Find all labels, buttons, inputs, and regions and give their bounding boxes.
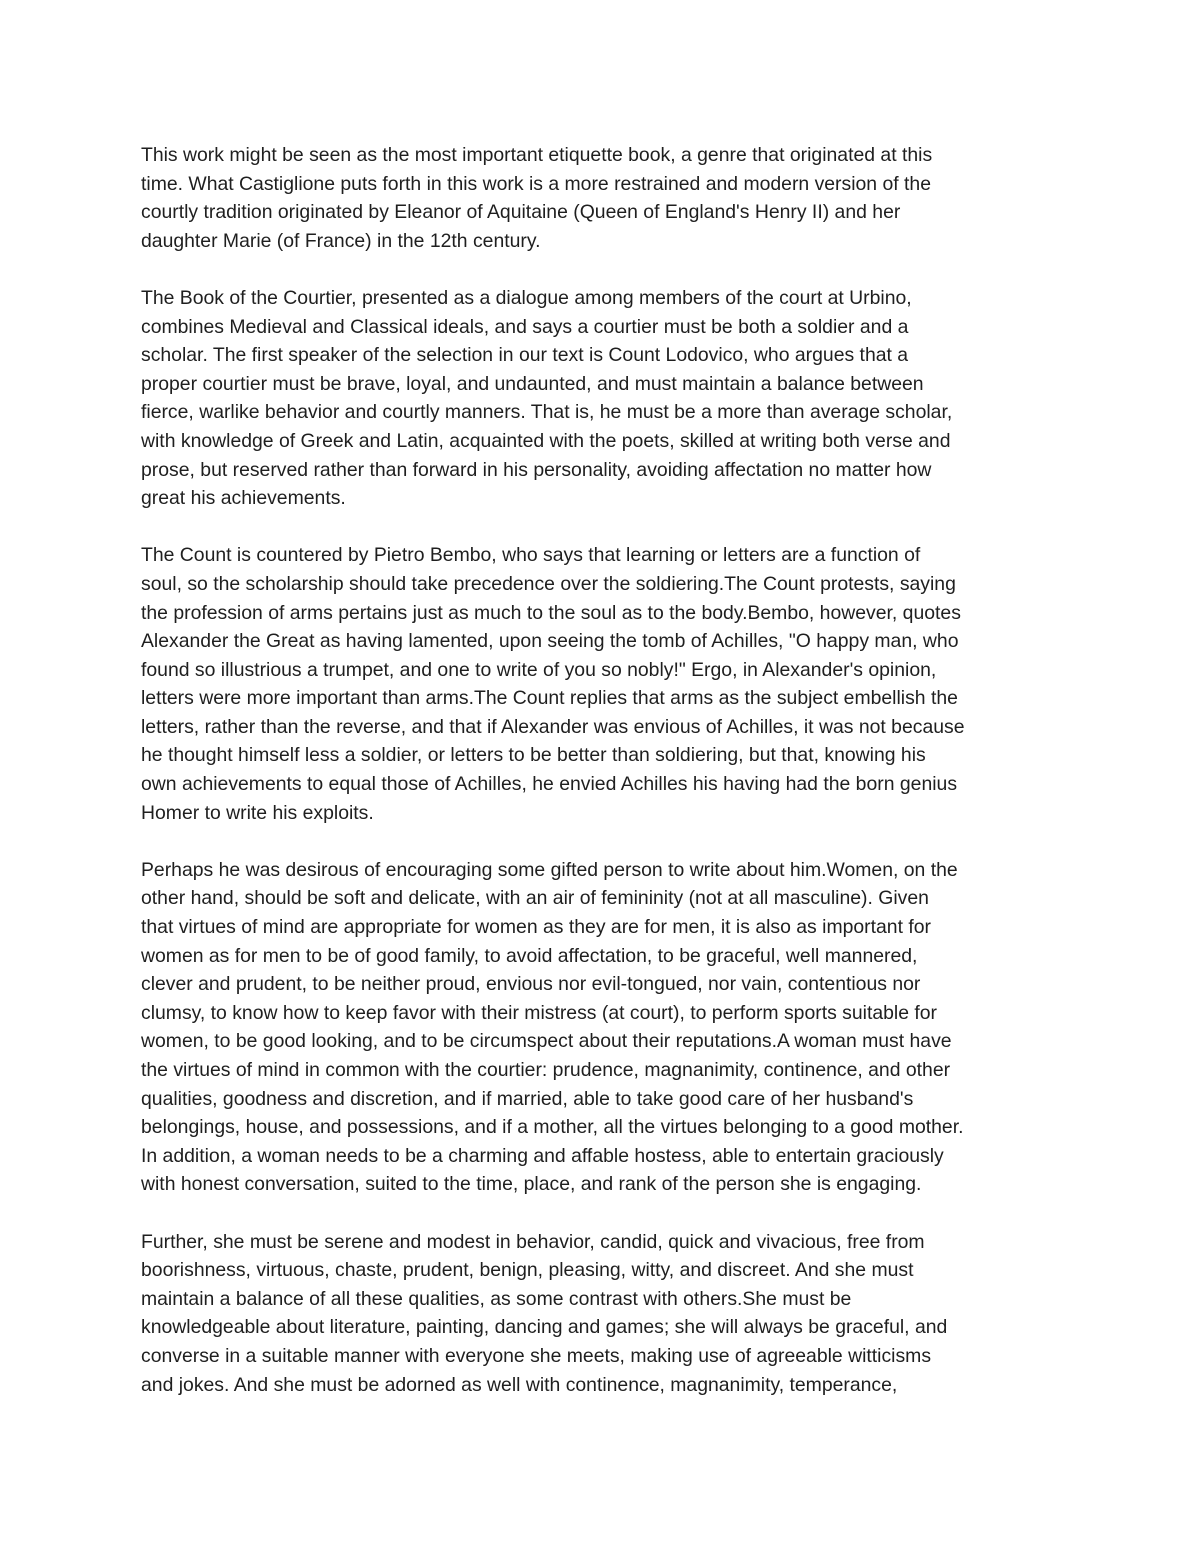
paragraph-spacer <box>141 827 1061 856</box>
paragraph-2 <box>141 284 1061 513</box>
text-line: he thought himself less a soldier, or letters to be better than soldiering, but that, knowing his <box>141 744 926 767</box>
text-line: belongings, house, and possessions, and if a mother, all the virtues belonging to a good mother. <box>141 1116 964 1139</box>
text-line: fierce, warlike behavior and courtly manners. That is, he must be a more than average scholar, <box>141 401 953 424</box>
text-line: clever and prudent, to be neither proud, envious nor evil-tongued, nor vain, contentious nor <box>141 973 921 996</box>
text-line: proper courtier must be brave, loyal, and undaunted, and must maintain a balance between <box>141 372 924 395</box>
text-line: with knowledge of Greek and Latin, acquainted with the poets, skilled at writing both verse and <box>141 429 951 452</box>
text-line: that virtues of mind are appropriate for women as they are for men, it is also as important for <box>141 916 931 939</box>
text-line: found so illustrious a trumpet, and one to write of you so nobly!" Ergo, in Alexander's opinion, <box>141 658 937 681</box>
text-line: In addition, a woman needs to be a charming and affable hostess, able to entertain graciously <box>141 1144 944 1167</box>
text-line: boorishness, virtuous, chaste, prudent, benign, pleasing, witty, and discreet. And she must <box>141 1259 914 1282</box>
text-line: Perhaps he was desirous of encouraging some gifted person to write about him.Women, on the <box>141 858 958 881</box>
text-line: other hand, should be soft and delicate, with an air of femininity (not at all masculine). Given <box>141 887 929 910</box>
text-line: and jokes. And she must be adorned as well with continence, magnanimity, temperance, <box>141 1373 898 1396</box>
paragraph-4 <box>141 856 1061 1199</box>
text-line: letters were more important than arms.The Count replies that arms as the subject embellish the <box>141 687 958 710</box>
paragraph-spacer <box>141 1199 1061 1228</box>
text-line: This work might be seen as the most important etiquette book, a genre that originated at this <box>141 144 933 166</box>
paragraph-3 <box>141 541 1061 827</box>
text-line: Homer to write his exploits. <box>141 801 374 824</box>
document-body <box>141 141 1061 1399</box>
text-line: qualities, goodness and discretion, and if married, able to take good care of her husband's <box>141 1087 914 1110</box>
paragraph-spacer <box>141 255 1061 284</box>
text-line: The Count is countered by Pietro Bembo, who says that learning or letters are a function of <box>141 544 921 567</box>
text-line: Alexander the Great as having lamented, upon seeing the tomb of Achilles, "O happy man, who <box>141 630 959 653</box>
text-line: clumsy, to know how to keep favor with their mistress (at court), to perform sports suitable for <box>141 1001 938 1024</box>
text-line: women as for men to be of good family, to avoid affectation, to be graceful, well mannered, <box>141 944 918 967</box>
text-line: great his achievements. <box>141 487 346 510</box>
text-line: women, to be good looking, and to be circumspect about their reputations.A woman must have <box>141 1030 952 1053</box>
text-line: courtly tradition originated by Eleanor of Aquitaine (Queen of England's Henry II) and her <box>141 201 901 224</box>
text-line: Further, she must be serene and modest in behavior, candid, quick and vivacious, free from <box>141 1230 925 1253</box>
text-line: The Book of the Courtier, presented as a dialogue among members of the court at Urbino, <box>141 286 912 309</box>
text-line: daughter Marie (of France) in the 12th century. <box>141 229 541 252</box>
paragraph-5 <box>141 1228 1061 1400</box>
text-line: the profession of arms pertains just as much to the soul as to the body.Bembo, however, quotes <box>141 601 961 624</box>
text-line: soul, so the scholarship should take precedence over the soldiering.The Count protests, saying <box>141 572 956 595</box>
text-line: letters, rather than the reverse, and that if Alexander was envious of Achilles, it was not because <box>141 715 965 738</box>
text-line: with honest conversation, suited to the time, place, and rank of the person she is engaging. <box>141 1173 922 1196</box>
text-line: converse in a suitable manner with everyone she meets, making use of agreeable witticisms <box>141 1344 932 1367</box>
paragraph-spacer <box>141 513 1061 542</box>
text-line: knowledgeable about literature, painting, dancing and games; she will always be graceful, and <box>141 1316 948 1339</box>
text-line: maintain a balance of all these qualities, as some contrast with others.She must be <box>141 1287 852 1310</box>
paragraph-1 <box>141 141 1061 255</box>
text-line: prose, but reserved rather than forward in his personality, avoiding affectation no matter how <box>141 458 932 481</box>
text-line: combines Medieval and Classical ideals, and says a courtier must be both a soldier and a <box>141 315 909 338</box>
text-line: scholar. The first speaker of the selection in our text is Count Lodovico, who argues that a <box>141 344 909 367</box>
text-line: the virtues of mind in common with the courtier: prudence, magnanimity, continence, and other <box>141 1059 951 1081</box>
text-line: own achievements to equal those of Achilles, he envied Achilles his having had the born genius <box>141 773 958 796</box>
text-line: time. What Castiglione puts forth in this work is a more restrained and modern version of the <box>141 172 931 195</box>
